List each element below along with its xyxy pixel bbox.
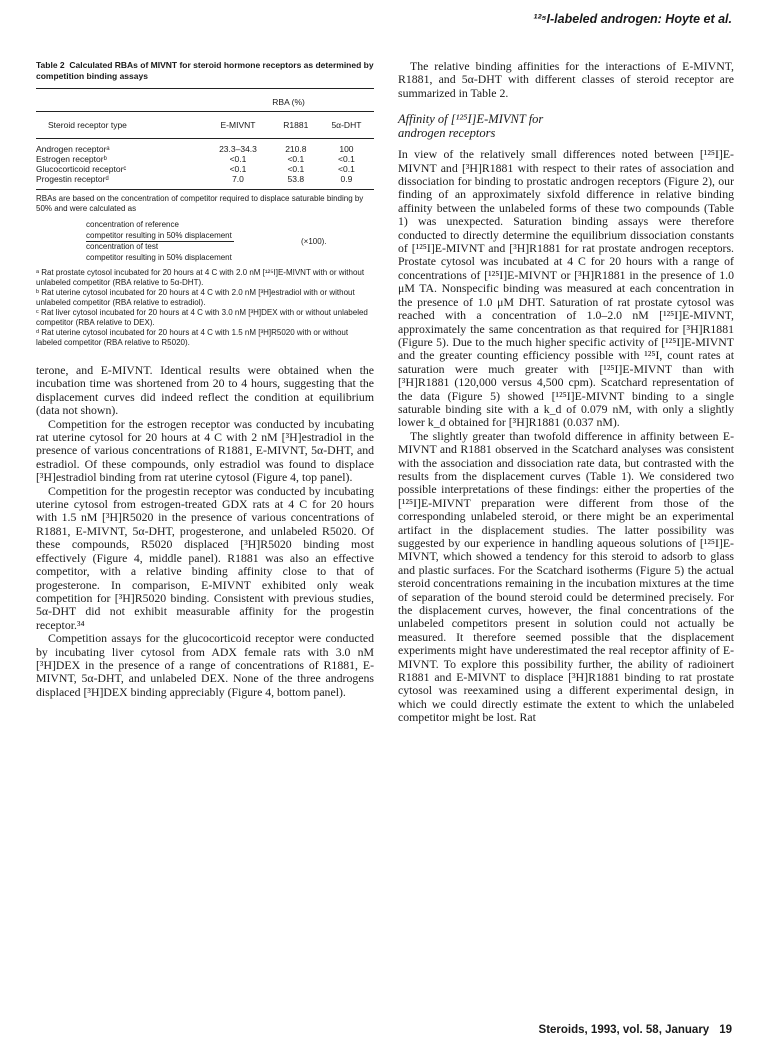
running-header: ¹²⁵I-labeled androgen: Hoyte et al. — [533, 12, 732, 26]
col-header-emivnt: E-MIVNT — [203, 112, 273, 139]
paragraph: The slightly greater than twofold difference in affinity between E-MIVNT and R1881 observed in the Scatchard analyses was consistent with the association and dissociation rate data, but contrasted with the results from the displacement curves (Table 1). We considered two possible interpretations of these findings: either the properties of the [¹²⁵I]E-MIVNT preparation were different from those of the corresponding unlabeled steroid, or there might be an experimental artifact in the displacement studies. The latter possibility was suggested by our experience in handling aqueous solutions of [¹²⁵I]E-MIVNT, which showed a tendency for this steroid to adsorb to glass and plastic surfaces. For the Scatchard isotherms (Figure 5) the actual steroid concentrations remaining in the incubation mixtures at the time of separation of the bound steroid could be determined precisely. For the displacement curves, however, the final concentrations of the unlabeled competitors present in solution could not actually be measured. It therefore seemed possible that the displacement experiments might have underestimated the real receptor affinity of E-MIVNT. To explore this possibility further, the ability of radioinert R1881 and E-MIVNT to displace [³H]R1881 binding to rat prostate cytosol was reexamined using a different experimental design, in which we could directly estimate the extent to which the unlabeled competitor might be lost. Rat — [398, 428, 734, 725]
left-column — [36, 60, 374, 699]
table-cell: Estrogen receptorᵇ — [36, 154, 107, 164]
rba-group-header: RBA (%) — [203, 89, 374, 112]
table-cell: 7.0 — [232, 174, 244, 184]
table-cell: Glucocorticoid receptorᶜ — [36, 164, 127, 174]
table-cell: 100 — [319, 139, 374, 155]
paragraph: Competition assays for the glucocorticoid receptor were conducted by incubating liver cytosol from ADX female rats with 3.0 nM [³H]DEX in the presence of a range of concentrations of R1881, E-MIVNT, 5α-DHT, and unlabeled DEX. None of the three androgens displaced [³H]DEX binding appreciably (Figure 4, bottom panel). — [36, 631, 374, 699]
paragraph: Competition for the estrogen receptor was conducted by incubating rat uterine cytosol for 20 hours at 4 C with 2 nM [³H]estradiol in the presence of various concentrations of R1881, E-MIVNT, 5α-DHT, and estradiol. Of these compounds, only estradiol was found to displace [³H]estradiol binding from rat uterine cytosol (Figure 4, top panel). — [36, 416, 374, 485]
formula-line-2: competitor resulting in 50% displacement — [86, 231, 234, 243]
table-note: RBAs are based on the concentration of competitor required to displace saturable binding by 50% and were calculated as — [36, 194, 364, 213]
journal-citation: Steroids, 1993, vol. 58, January — [538, 1024, 710, 1036]
paragraph: The relative binding affinities for the interactions of E-MIVNT, R1881, and 5α-DHT with different classes of steroid receptor are summarized in Table 2. — [398, 59, 734, 100]
table-cell: Progestin receptorᵈ — [36, 174, 109, 184]
formula-line-1: concentration of reference — [86, 220, 179, 229]
formula-multiplier: (×100). — [301, 237, 327, 246]
table-cell: 210.8 — [273, 139, 319, 155]
paragraph: In view of the relatively small differences noted between [¹²⁵I]E-MIVNT and [³H]R1881 with respect to their rates of association and dissociation for binding to prostatic androgen receptors (Figure 2), our finding of an approximately sixfold difference in relative binding affinity between the unlabeled forms of these two compounds (Table 1) was unexpected. Saturation binding assays were therefore conducted to directly determine the equilibrium dissociation constants of [¹²⁵I]E-MIVNT and [³H]R1881 for rat prostate androgen receptors. Prostate cytosol was incubated at 4 C for 20 hours with a range of concentrations of [¹²⁵I]E-MIVNT or [³H]R1881 in the presence of 1.0 μM TA. Nonspecific binding was measured at each concentration in the presence of 1.0 μM DHT. Saturation of rat prostate cytosol was reached with a concentration of 1.0–2.0 nM [¹²⁵I]E-MIVNT, approximately the same concentration as that required for [³H]R1881 (Figure 5). Due to the much higher specific activity of [¹²⁵I]E-MIVNT and the greater counting efficiency possible with ¹²⁵I, count rates at saturation were much greater with [¹²⁵I]E-MIVNT than with [³H]R1881 (120,000 versus 4,500 cpm). Scatchard representation of the data (Figure 5) showed [¹²⁵I]E-MIVNT binding to a single saturable binding site with a k_d of 0.079 nM, with only a slightly lower k_d obtained for [³H]R1881 (0.037 nM). — [398, 147, 734, 430]
formula-line-4: competitor resulting in 50% displacement — [86, 252, 232, 262]
rba-formula — [86, 220, 374, 263]
footnote-a: ᵃ Rat prostate cytosol incubated for 20 hours at 4 C with 2.0 nM [¹²⁵I]E-MIVNT with or without unlabeled competitor (RBA relative to 5α-DHT). — [36, 268, 365, 287]
page-number: 19 — [719, 1024, 732, 1036]
right-body-main — [398, 148, 734, 724]
table-cell: <0.1 — [229, 164, 247, 174]
table-cell: <0.1 — [229, 154, 247, 164]
right-column — [398, 60, 734, 725]
table-row — [36, 139, 374, 155]
footnote-c: ᶜ Rat liver cytosol incubated for 20 hours at 4 C with 3.0 nM [³H]DEX with or without unlabeled competitor (RBA relative to DEX). — [36, 308, 368, 327]
section-heading — [398, 112, 734, 140]
table-cell: <0.1 — [338, 164, 355, 174]
table-caption — [36, 60, 374, 82]
table-row — [36, 174, 374, 190]
section-heading-line-1: Affinity of [¹²⁵I]E-MIVNT for — [398, 112, 544, 127]
rba-table — [36, 88, 374, 190]
table-caption-text: Calculated RBAs of MIVNT for steroid hormone receptors as determined by competition binding assays — [36, 60, 374, 81]
paragraph: terone, and E-MIVNT. Identical results were obtained when the incubation time was shortened from 20 to 4 hours, suggesting that the displacement curves did indeed reflect the condition at equilibrium (data not shown). — [36, 363, 374, 418]
formula-line-3: concentration of test — [86, 242, 159, 251]
table-cell: 23.3–34.3 — [203, 139, 273, 155]
table-cell: 53.8 — [287, 174, 305, 184]
paragraph: Competition for the progestin receptor was conducted by incubating uterine cytosol from estrogen-treated GDX rats at 4 C for 20 hours with 1.5 nM [³H]R5020 in the presence of various concentrations of R1881, E-MIVNT, 5α-DHT, progesterone, and unlabeled R5020. Of these compounds, R5020 displaced [³H]R5020 binding most effectively (Figure 4, middle panel). R1881 was also an effective competitor, with a relative binding affinity close to that of progesterone. In comparison, E-MIVNT exhibited only weak competition for [³H]R5020 binding. Consistent with previous studies, 5α-DHT did not exhibit measurable affinity for the progestin receptor.³⁴ — [36, 483, 374, 632]
table-footnotes — [36, 268, 374, 348]
table-row — [36, 164, 374, 174]
col-header-r1881: R1881 — [273, 112, 319, 139]
page-footer — [539, 1024, 732, 1036]
table-cell: <0.1 — [287, 154, 305, 164]
table-label: Table 2 — [36, 60, 65, 70]
col-header-dht: 5α-DHT — [319, 112, 374, 139]
footnote-b: ᵇ Rat uterine cytosol incubated for 20 hours at 4 C with 2.0 nM [³H]estradiol with or without unlabeled competitor (RBA relative to estradiol). — [36, 288, 355, 307]
col-header-receptor: Steroid receptor type — [36, 112, 203, 139]
table-cell: <0.1 — [338, 154, 355, 164]
section-heading-line-2: androgen receptors — [398, 126, 496, 141]
table-cell: <0.1 — [287, 164, 305, 174]
footnote-d: ᵈ Rat uterine cytosol incubated for 20 hours at 4 C with 1.5 nM [³H]R5020 with or without labeled competitor (RBA relative to R5020). — [36, 328, 349, 347]
table-cell: Androgen receptorᵃ — [36, 139, 203, 155]
table-cell: 0.9 — [340, 174, 353, 184]
table-row — [36, 154, 374, 164]
table-bottom-rule — [36, 190, 374, 191]
left-body-text — [36, 364, 374, 699]
right-body-text — [398, 60, 734, 100]
